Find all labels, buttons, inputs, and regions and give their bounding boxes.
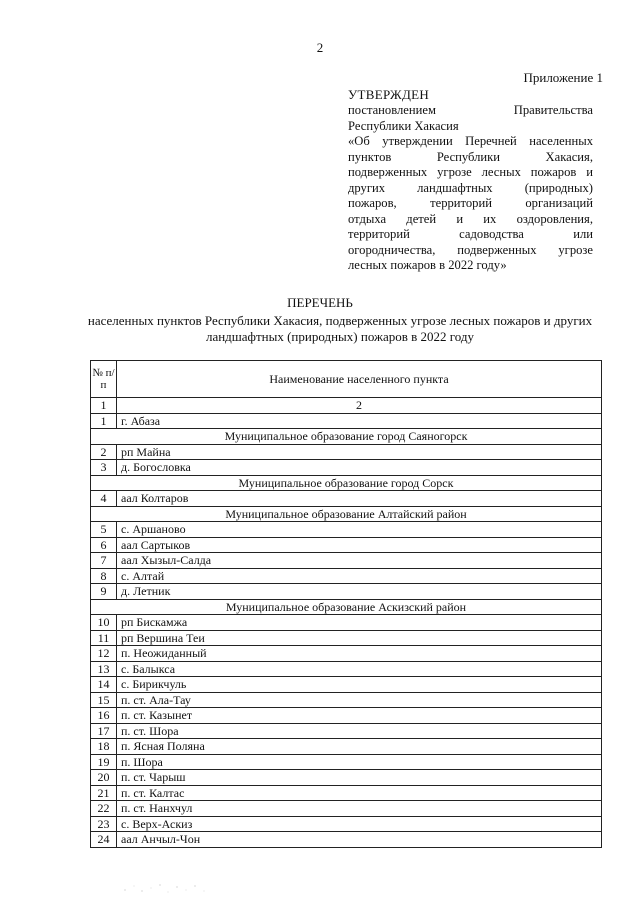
approval-line: пожаров, территорий организаций [348, 196, 593, 210]
row-number: 13 [91, 661, 117, 677]
row-number: 12 [91, 646, 117, 662]
section-row [91, 506, 602, 522]
table-row [91, 630, 602, 646]
approval-line: лесных пожаров в 2022 году» [348, 258, 507, 272]
approval-line: постановлением Правительства [348, 103, 593, 117]
table-row [91, 832, 602, 848]
column-index-name: 2 [117, 398, 602, 414]
settlement-name: д. Богословка [117, 460, 602, 476]
approval-line: других ландшафтных (природных) [348, 180, 593, 195]
approval-line: «Об утверждении Перечней населенных [348, 134, 593, 148]
settlement-name: рп Бискамжа [117, 615, 602, 631]
settlement-name: п. Неожиданный [117, 646, 602, 662]
appendix-label: Приложение 1 [523, 70, 603, 85]
settlement-name: д. Летник [117, 584, 602, 600]
header-num: № п/п [91, 361, 117, 398]
table-row [91, 460, 602, 476]
row-number: 10 [91, 615, 117, 631]
row-number: 23 [91, 816, 117, 832]
settlement-name: аал Хызыл-Салда [117, 553, 602, 569]
settlement-name: п. ст. Шора [117, 723, 602, 739]
settlements-table [90, 360, 602, 848]
row-number: 5 [91, 522, 117, 538]
row-number: 11 [91, 630, 117, 646]
table-row [91, 816, 602, 832]
approval-block [348, 87, 593, 274]
row-number: 17 [91, 723, 117, 739]
section-title: Муниципальное образование Алтайский район [91, 506, 602, 522]
table-row [91, 770, 602, 786]
row-number: 15 [91, 692, 117, 708]
table-row [91, 661, 602, 677]
section-row [91, 475, 602, 491]
page-number: 2 [316, 40, 324, 55]
settlement-name: г. Абаза [117, 413, 602, 429]
row-number: 19 [91, 754, 117, 770]
settlement-name: п. ст. Казынет [117, 708, 602, 724]
table-header-row [91, 361, 602, 398]
settlement-name: рп Вершина Теи [117, 630, 602, 646]
approval-line: Республики Хакасия [348, 118, 459, 133]
row-number: 4 [91, 491, 117, 507]
settlement-name: рп Майна [117, 444, 602, 460]
row-number: 8 [91, 568, 117, 584]
approval-line: отдыха детей и их оздоровления, [348, 211, 593, 226]
settlement-name: с. Верх-Аскиз [117, 816, 602, 832]
table-row [91, 785, 602, 801]
settlement-name: с. Алтай [117, 568, 602, 584]
approval-line: огородничества, подверженных угрозе [348, 242, 593, 257]
table-row [91, 677, 602, 693]
row-number: 21 [91, 785, 117, 801]
row-number: 20 [91, 770, 117, 786]
table-row [91, 646, 602, 662]
table-body [91, 398, 602, 848]
section-row [91, 599, 602, 615]
table-row [91, 537, 602, 553]
settlement-name: п. ст. Чарыш [117, 770, 602, 786]
table-row [91, 754, 602, 770]
table-row [91, 568, 602, 584]
settlement-name: с. Аршаново [117, 522, 602, 538]
settlement-name: аал Сартыков [117, 537, 602, 553]
row-number: 6 [91, 537, 117, 553]
table-row [91, 708, 602, 724]
row-number: 3 [91, 460, 117, 476]
settlement-name: аал Колтаров [117, 491, 602, 507]
settlement-name: п. ст. Калтас [117, 785, 602, 801]
section-title: Муниципальное образование город Саяногорск [91, 429, 602, 445]
row-number: 14 [91, 677, 117, 693]
table-row [91, 553, 602, 569]
section-row [91, 429, 602, 445]
column-index-num: 1 [91, 398, 117, 414]
table-row [91, 739, 602, 755]
section-title: Муниципальное образование город Сорск [91, 475, 602, 491]
table-row [91, 491, 602, 507]
row-number: 24 [91, 832, 117, 848]
settlement-name: с. Балыкса [117, 661, 602, 677]
row-number: 9 [91, 584, 117, 600]
table-row [91, 692, 602, 708]
table-row [91, 723, 602, 739]
column-index-row [91, 398, 602, 414]
approval-line: подверженных угрозе лесных пожаров и [348, 165, 593, 179]
row-number: 2 [91, 444, 117, 460]
approval-title: УТВЕРЖДЕН [348, 87, 430, 102]
row-number: 1 [91, 413, 117, 429]
scan-noise [120, 882, 210, 894]
list-subtitle: населенных пунктов Республики Хакасия, подверженных угрозе лесных пожаров и других ландшафтных (природных) пожаров в 2022 году [87, 313, 593, 344]
table-row [91, 615, 602, 631]
settlement-name: п. Шора [117, 754, 602, 770]
table-row [91, 444, 602, 460]
header-name: Наименование населенного пункта [117, 361, 602, 398]
approval-line: территорий садоводства или [348, 227, 593, 241]
list-title: ПЕРЕЧЕНЬ [287, 295, 353, 310]
row-number: 16 [91, 708, 117, 724]
row-number: 22 [91, 801, 117, 817]
approval-line: пунктов Республики Хакасия, [348, 149, 593, 164]
table-row [91, 801, 602, 817]
settlement-name: аал Анчыл-Чон [117, 832, 602, 848]
table-row [91, 522, 602, 538]
settlement-name: п. ст. Ала-Тау [117, 692, 602, 708]
table-row [91, 413, 602, 429]
settlement-name: п. ст. Нанхчул [117, 801, 602, 817]
table-row [91, 584, 602, 600]
row-number: 18 [91, 739, 117, 755]
settlement-name: с. Бирикчуль [117, 677, 602, 693]
section-title: Муниципальное образование Аскизский район [91, 599, 602, 615]
settlement-name: п. Ясная Поляна [117, 739, 602, 755]
row-number: 7 [91, 553, 117, 569]
